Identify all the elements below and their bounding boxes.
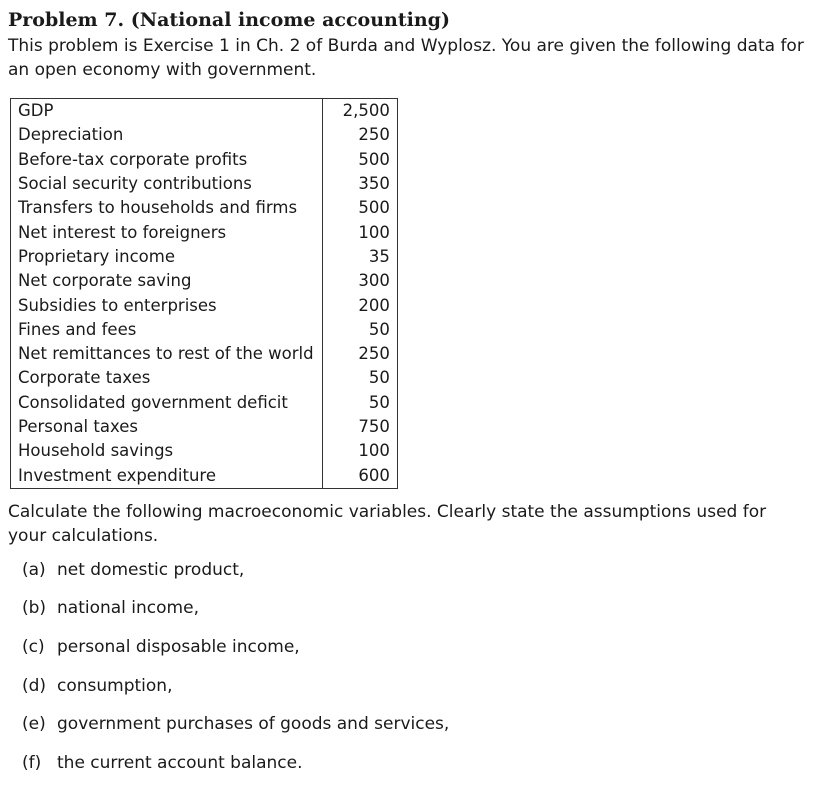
task-marker: (b) (22, 598, 47, 619)
row-value: 250 (322, 342, 397, 366)
task-marker: (c) (22, 636, 45, 657)
table-row (11, 172, 398, 196)
table-row (11, 245, 398, 269)
row-value: 300 (322, 269, 397, 293)
task-item (8, 596, 808, 635)
table-row (11, 269, 398, 293)
task-item (8, 712, 808, 751)
row-label: Household savings (11, 439, 323, 463)
task-item (8, 635, 808, 674)
instructions-text: Calculate the following macroeconomic variables. Clearly state the assumptions used for your calculations. (8, 501, 767, 546)
row-label: Subsidies to enterprises (11, 293, 323, 317)
row-label: Before-tax corporate profits (11, 148, 323, 172)
problem-title: Problem 7. (National income accounting) (8, 9, 450, 31)
task-marker: (a) (22, 559, 46, 580)
task-marker: (f) (22, 752, 42, 773)
table-row (11, 196, 398, 220)
row-value: 500 (322, 148, 397, 172)
row-value: 100 (322, 220, 397, 244)
row-label: Investment expenditure (11, 463, 323, 488)
row-label: Depreciation (11, 123, 323, 147)
row-label: GDP (11, 99, 323, 124)
row-value: 200 (322, 293, 397, 317)
row-label: Net corporate saving (11, 269, 323, 293)
task-item (8, 558, 808, 597)
row-label: Net remittances to rest of the world (11, 342, 323, 366)
table-row (11, 415, 398, 439)
problem-intro: This problem is Exercise 1 in Ch. 2 of Burda and Wyplosz. You are given the following data for an open economy with government. (8, 36, 804, 80)
problem-page (8, 8, 808, 789)
row-label: Proprietary income (11, 245, 323, 269)
table-row (11, 148, 398, 172)
table-row (11, 439, 398, 463)
row-value: 250 (322, 123, 397, 147)
row-label: Social security contributions (11, 172, 323, 196)
row-label: Personal taxes (11, 415, 323, 439)
task-text: the current account balance. (57, 752, 303, 773)
row-value: 2,500 (322, 99, 397, 124)
row-label: Net interest to foreigners (11, 220, 323, 244)
table-row (11, 366, 398, 390)
task-item (8, 674, 808, 713)
task-list (8, 558, 808, 790)
task-text: personal disposable income, (57, 636, 300, 657)
row-value: 600 (322, 463, 397, 488)
task-marker: (e) (22, 714, 46, 735)
row-value: 35 (322, 245, 397, 269)
table-row (11, 463, 398, 488)
task-text: consumption, (57, 675, 173, 696)
row-value: 50 (322, 391, 397, 415)
row-label: Fines and fees (11, 318, 323, 342)
table-row (11, 220, 398, 244)
row-value: 350 (322, 172, 397, 196)
row-label: Corporate taxes (11, 366, 323, 390)
economic-data-table-body (11, 99, 398, 489)
table-row (11, 123, 398, 147)
task-text: net domestic product, (57, 559, 245, 580)
table-row (11, 99, 398, 124)
row-value: 500 (322, 196, 397, 220)
table-row (11, 293, 398, 317)
task-marker: (d) (22, 675, 47, 696)
table-row (11, 391, 398, 415)
row-value: 50 (322, 366, 397, 390)
task-text: national income, (57, 598, 199, 619)
row-label: Consolidated government deficit (11, 391, 323, 415)
economic-data-table (10, 98, 398, 489)
row-value: 750 (322, 415, 397, 439)
row-label: Transfers to households and firms (11, 196, 323, 220)
table-row (11, 342, 398, 366)
task-text: government purchases of goods and services, (57, 714, 450, 735)
table-row (11, 318, 398, 342)
row-value: 50 (322, 318, 397, 342)
row-value: 100 (322, 439, 397, 463)
task-item (8, 751, 808, 790)
